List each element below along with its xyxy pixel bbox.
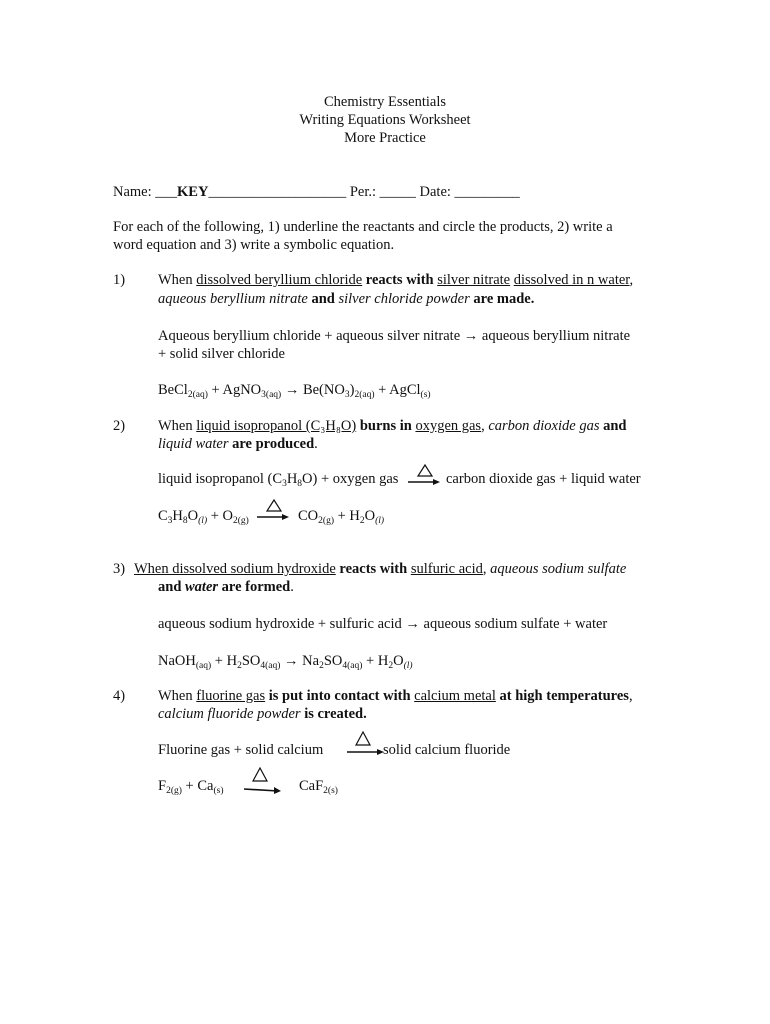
heat-arrow-icon [256,498,290,522]
problem-3-sentence-2: and water are formed. [158,579,294,595]
heat-arrow-icon [407,463,441,487]
instructions-line-2: word equation and 3) write a symbolic equation. [113,237,395,253]
problem-2-word-equation-right: carbon dioxide gas + liquid water [446,471,641,487]
name-label: Name: ___ [113,184,178,200]
problem-2-number: 2) [113,418,126,434]
problem-4-number: 4) [113,688,126,704]
instructions-line-1: For each of the following, 1) underline the reactants and circle the products, 2) write a [113,219,613,235]
problem-4-symbolic-right: CaF$_{2(s)}$ [299,778,338,796]
course-title: Chemistry Essentials [323,94,447,110]
problem-3-sentence-1: When dissolved sodium hydroxide reacts with sulfuric acid, aqueous sodium sulfate [134,561,627,577]
problem-4-sentence-2: calcium fluoride powder is created. [158,706,367,722]
problem-1-word-equation-line-1: Aqueous beryllium chloride + aqueous silver nitrate → aqueous beryllium nitrate [158,328,631,344]
problem-4-symbolic-left: $F_{2(g)} + Ca_{(s)}$ [158,778,224,796]
problem-1-symbolic-equation: BeCl$_{2(aq)}$ + AgNO$_{3(aq)}$ → $Be(NO_3)_{2(aq)}$ + AgCl$_{(s)}$ [158,382,431,400]
heat-arrow-icon [243,767,283,795]
worksheet-title: Writing Equations Worksheet [299,112,471,128]
problem-2-symbolic-left: $C_3H_8O_{(l)} + O_{2(g)}$ [158,508,249,526]
problem-1-sentence-2: aqueous beryllium nitrate and silver chloride powder are made. [158,291,535,307]
problem-4-sentence-1: When fluorine gas is put into contact with calcium metal at high temperatures, [158,688,633,704]
problem-3-word-equation: aqueous sodium hydroxide + sulfuric acid → aqueous sodium sulfate + water [158,616,608,632]
worksheet-subtitle: More Practice [344,130,426,146]
name-tail: ___________________ Per.: _____ Date: _________ [208,184,520,200]
problem-4-word-equation-left: Fluorine gas + solid calcium [158,742,324,758]
problem-2-sentence-2: liquid water are produced. [158,436,318,452]
heat-arrow-icon [346,731,386,757]
problem-2-symbolic-right: $CO_{2(g)} + H_2O_{(l)}$ [298,508,385,526]
problem-3-number: 3) [113,561,126,577]
problem-4-word-equation-right: solid calcium fluoride [383,742,511,758]
name-value: KEY [177,184,209,200]
problem-1-number: 1) [113,272,126,288]
problem-2-sentence-1: When liquid isopropanol (C₃H₈O) burns in oxygen gas, carbon dioxide gas and [158,418,627,434]
name-row [113,183,520,201]
problem-3-symbolic-equation: NaOH$_{(aq)}$ + $H_2SO_{4(aq)} \to Na_2SO_{4(aq)} + H_2O_{(l)}$ [158,653,413,671]
problem-2-word-equation-left: liquid isopropanol $(C_3H_8O)$ + oxygen gas [158,471,399,489]
problem-1-word-equation-line-2: + solid silver chloride [158,346,285,362]
problem-1-sentence-1: When dissolved beryllium chloride reacts with silver nitrate dissolved in n water, [158,272,634,288]
